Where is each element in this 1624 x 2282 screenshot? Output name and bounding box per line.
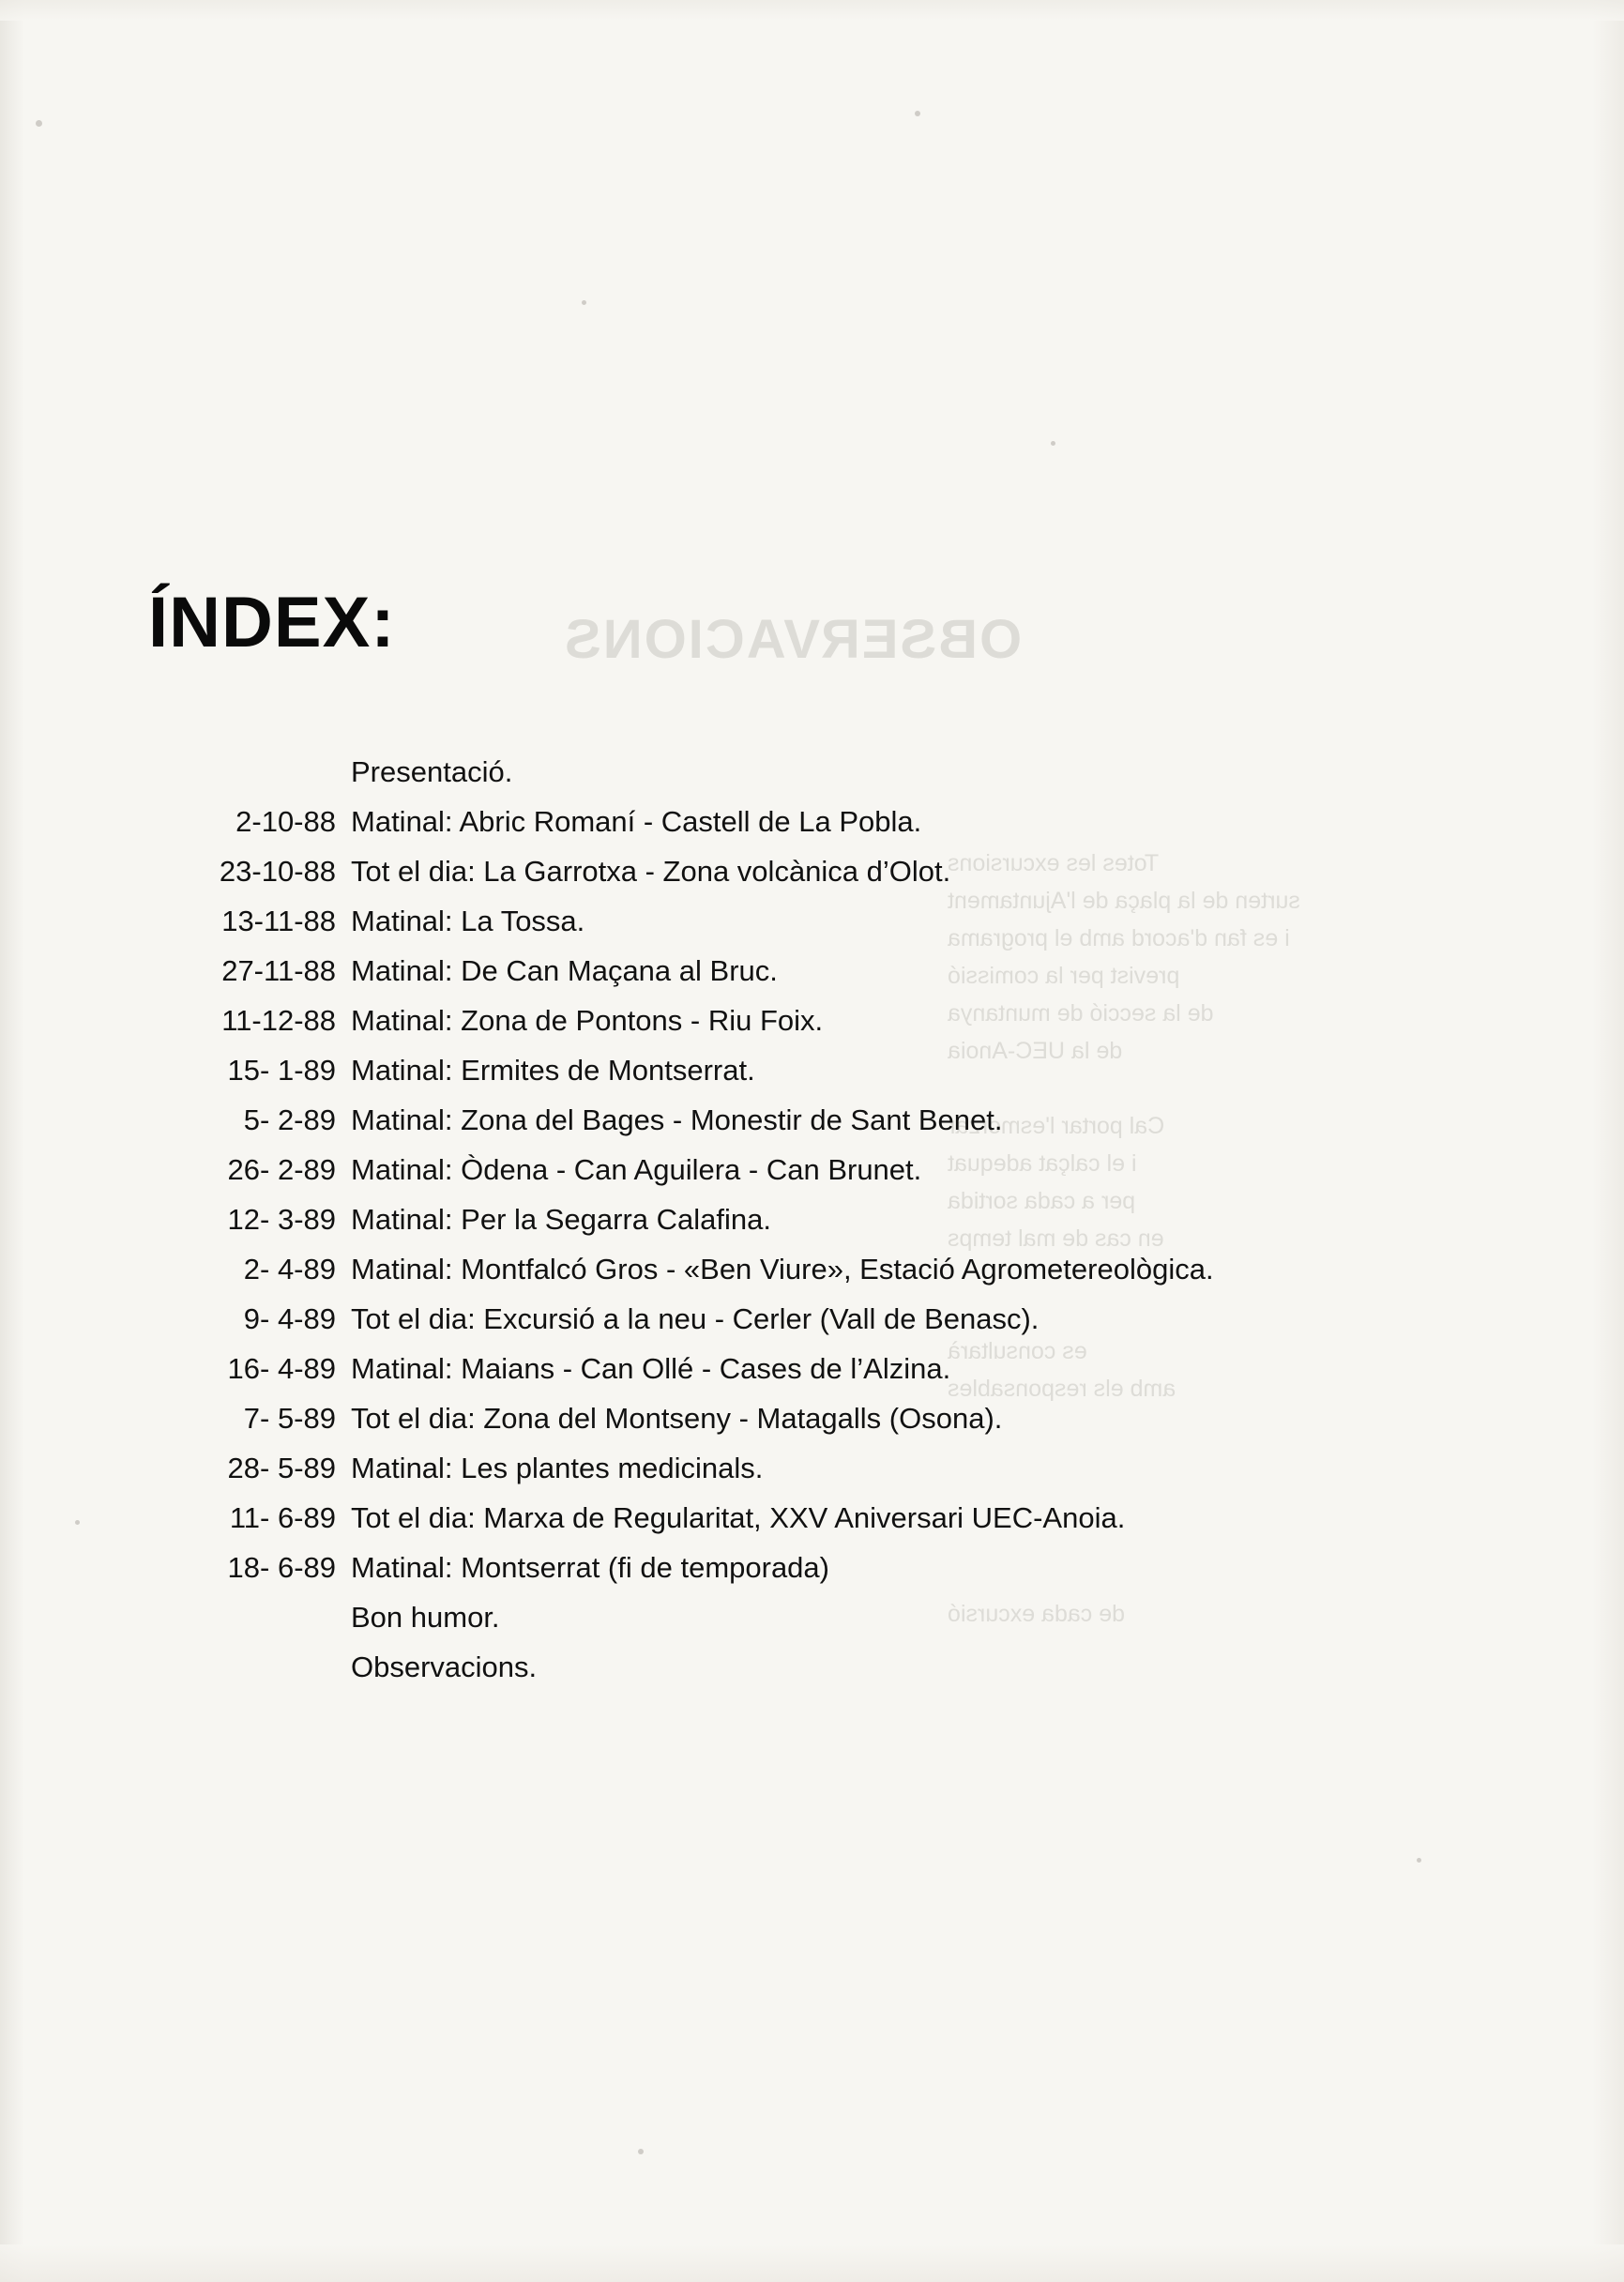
entry-date: 2- 4-89 (243, 1253, 336, 1286)
page-edge-top (0, 0, 1624, 21)
showthrough-line: per a cada sortida (948, 1188, 1136, 1214)
entry-date: 15- 1-89 (227, 1054, 336, 1087)
index-entry (148, 1452, 1537, 1501)
entry-date: 12- 3-89 (227, 1203, 336, 1236)
entry-date: 9- 4-89 (243, 1302, 336, 1335)
entry-text: Presentació. (351, 755, 513, 788)
entry-date: 11- 6-89 (229, 1501, 336, 1534)
index-entry (148, 1253, 1537, 1302)
entry-date: 18- 6-89 (227, 1551, 336, 1584)
entry-text: Tot el dia: Marxa de Regularitat, XXV Aniversari UEC-Anoia. (351, 1501, 1126, 1534)
index-entry (148, 1203, 1537, 1253)
entry-text: Matinal: Zona de Pontons - Riu Foix. (351, 1004, 824, 1037)
entry-date: 23-10-88 (219, 855, 336, 888)
showthrough-line: surten de la plaça de l'Ajuntament (948, 888, 1300, 914)
entry-text: Matinal: Abric Romaní - Castell de La Pobla. (351, 805, 922, 838)
showthrough-line: de cada excursió (948, 1601, 1126, 1627)
showthrough-line: i es fan d'acord amb el programa (948, 925, 1290, 951)
entry-text: Matinal: Montfalcó Gros - «Ben Viure», Estació Agrometereològica. (351, 1253, 1214, 1286)
entry-text: Matinal: Ermites de Montserrat. (351, 1054, 755, 1087)
paper-speck (1417, 1858, 1421, 1863)
entry-date: 28- 5-89 (227, 1452, 336, 1484)
index-entry (148, 1103, 1537, 1153)
showthrough-line: de la secció de muntanya (948, 1000, 1214, 1027)
entry-text: Matinal: Òdena - Can Aguilera - Can Brunet. (351, 1153, 922, 1186)
entry-text: Matinal: Les plantes medicinals. (351, 1452, 764, 1484)
entry-text: Tot el dia: Zona del Montseny - Matagalls (Osona). (351, 1402, 1003, 1435)
page-title: ÍNDEX: (148, 583, 396, 662)
entry-date: 26- 2-89 (227, 1153, 336, 1186)
entry-date: 7- 5-89 (243, 1402, 336, 1435)
showthrough-line: Cal portar l'esmorzar (948, 1113, 1165, 1139)
entry-date: 2-10-88 (235, 805, 336, 838)
entry-text: Matinal: La Tossa. (351, 905, 585, 937)
index-entry (148, 1402, 1537, 1452)
index-entry (148, 1153, 1537, 1203)
index-list (148, 755, 1537, 1700)
showthrough-line: de la UEC-Anoia (948, 1038, 1123, 1064)
showthrough-line: amb els responsables (948, 1376, 1176, 1402)
paper-speck (915, 111, 920, 116)
index-entry (148, 1601, 1537, 1651)
entry-text: Tot el dia: Excursió a la neu - Cerler (Vall de Benasc). (351, 1302, 1040, 1335)
showthrough-line: previst per la comissió (948, 963, 1180, 989)
index-entry (148, 1302, 1537, 1352)
paper-speck (36, 120, 42, 127)
paper-speck (582, 300, 586, 305)
index-entry (148, 1551, 1537, 1601)
index-entry (148, 855, 1537, 905)
entry-text: Bon humor. (351, 1601, 500, 1634)
showthrough-line: Totes les excursions (948, 850, 1160, 876)
index-entry (148, 954, 1537, 1004)
entry-date: 11-12-88 (221, 1004, 336, 1037)
page-edge-right (1592, 0, 1624, 2282)
showthrough-line: es consultarà (948, 1338, 1087, 1364)
entry-text: Matinal: Per la Segarra Calafina. (351, 1203, 772, 1236)
entry-text: Matinal: Zona del Bages - Monestir de Sant Benet. (351, 1103, 1003, 1136)
index-entry (148, 905, 1537, 954)
index-entry (148, 1352, 1537, 1402)
page-edge-left (0, 0, 24, 2282)
index-entry (148, 1501, 1537, 1551)
index-entry (148, 805, 1537, 855)
paper-speck (638, 2149, 644, 2154)
entry-text: Matinal: Maians - Can Ollé - Cases de l’Alzina. (351, 1352, 951, 1385)
showthrough-line: i el calçat adequat (948, 1150, 1137, 1177)
entry-date: 13-11-88 (221, 905, 336, 937)
index-entry (148, 755, 1537, 805)
page-edge-bottom (0, 2244, 1624, 2282)
index-entry (148, 1004, 1537, 1054)
paper-speck (75, 1520, 80, 1525)
entry-text: Observacions. (351, 1651, 538, 1683)
index-entry (148, 1054, 1537, 1103)
entry-date: 27-11-88 (221, 954, 336, 987)
entry-text: Matinal: Montserrat (fi de temporada) (351, 1551, 829, 1584)
showthrough-heading: OBSERVACIONS (563, 609, 1023, 670)
showthrough-line: en cas de mal temps (948, 1225, 1164, 1252)
paper-speck (1051, 441, 1055, 446)
entry-text: Matinal: De Can Maçana al Bruc. (351, 954, 778, 987)
entry-date: 16- 4-89 (227, 1352, 336, 1385)
entry-text: Tot el dia: La Garrotxa - Zona volcànica d’Olot. (351, 855, 951, 888)
index-entry (148, 1651, 1537, 1700)
entry-date: 5- 2-89 (243, 1103, 336, 1136)
